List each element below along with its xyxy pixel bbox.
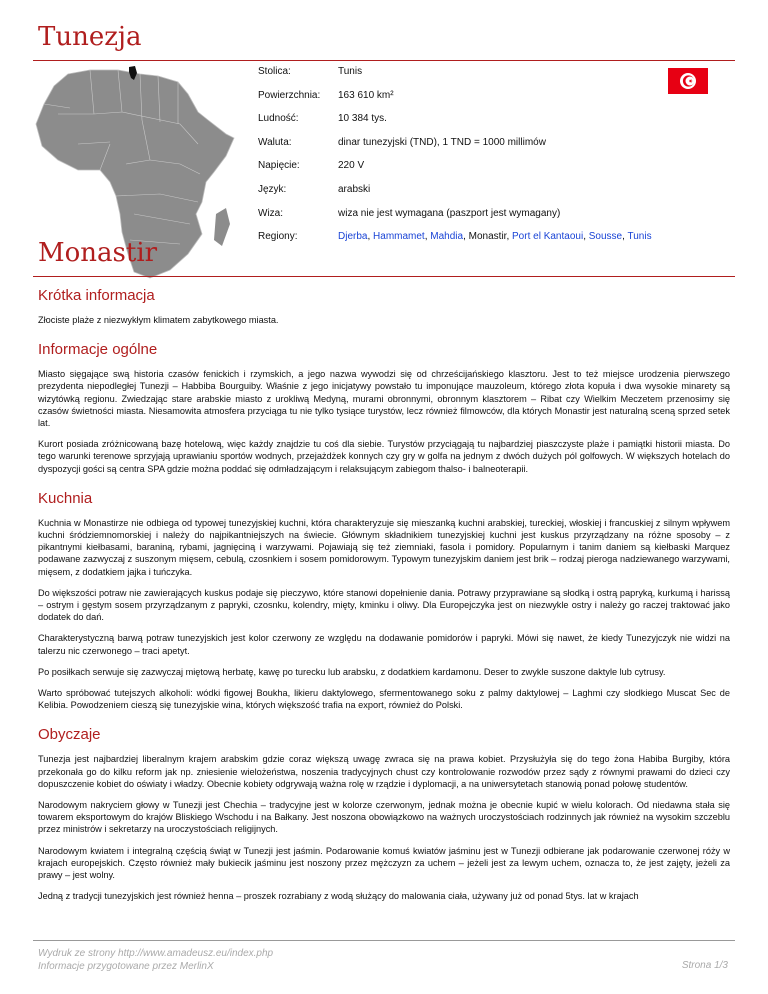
paragraph: Złociste plaże z niezwykłym klimatem zabytkowego miasta.: [38, 315, 279, 325]
page-number: Strona 1/3: [681, 960, 728, 971]
region-link-mahdia[interactable]: Mahdia: [430, 231, 464, 243]
section-general: [38, 340, 730, 475]
info-row: [258, 160, 698, 184]
info-key: Wiza:: [258, 207, 283, 219]
madagascar-shape: [214, 208, 230, 246]
paragraph: Po posiłkach serwuje się zazwyczaj miętową herbatę, kawę po turecku lub arabsku, z dodatkiem kardamonu. Deser to zwykle suszone daktyle lub cytrusy.: [38, 666, 666, 677]
info-row: [258, 184, 698, 208]
section-kitchen: [38, 489, 730, 712]
footer-divider: [33, 940, 735, 941]
paragraph: Narodowym kwiatem i integralną częścią świąt w Tunezji jest jaśmin. Podarowanie komuś kwiatów jaśminu jest w Tunezji odbierane jak podarowanie czerwonej róży w krajach europejskich. Często również mały bukiecik jaśminu jest noszony przez mężczyzn za uchem – jeżeli jest za lewym uchem, oznacza to, że jest zajęty, jeżeli za prawy – jest wolny.: [38, 845, 730, 881]
info-value: dinar tunezyjski (TND), 1 TND = 1000 millimów: [338, 136, 546, 148]
section-heading: Obyczaje: [38, 726, 101, 744]
info-value: Tunis: [338, 66, 363, 77]
paragraph: Charakterystyczną barwą potraw tunezyjskich jest kolor czerwony ze względu na dodawanie pomidorów i papryki. Mówi się nawet, że kiedy Tunezyjczyk nie widzi na talerzu nic czerwonego – traci apetyt.: [38, 633, 730, 656]
info-value: 220 V: [338, 160, 365, 172]
article-content: [38, 286, 730, 917]
country-title: Tunezja: [38, 22, 142, 52]
region-link-sousse[interactable]: Sousse: [588, 231, 623, 243]
region-link-tunis[interactable]: Tunis: [627, 231, 652, 243]
info-row: [258, 231, 698, 255]
paragraph: Miasto sięgające swą historia czasów fenickich i rzymskich, a jego nazwa wywodzi się od chrześcijańskiego klasztoru. Jest to też miejsce urodzenia pierwszego prezydenta niepodległej Tunezji – Habbiba Bourguiby. Właśnie z jego inicjatywy powstało tu imponujące mauzoleum, którego złota kopuła i dwa wysokie minarety są wizytówką regionu. Zwiedzając stare arabskie miasto z urokliwą Medyną, murami obronnymi, obronnym klasztorem – Ribat czy Wielkim Meczetem przenosimy się czasów świetności miasta. Niesamowita atmosfera przyciąga tu nie tylko tysiące turystów, lecz również filmowców, dla których Monastir jest naturalną sceną sprzed setek lat.: [38, 369, 730, 429]
paragraph: Kuchnia w Monastirze nie odbiega od typowej tunezyjskiej kuchni, która charakteryzuje się mieszanką kuchni arabskiej, tureckiej, włoskiej i francuskiej z silnym wpływem kuchni śródziemnomorskiej i należy do najpikantniejszych na świecie. Głównym składnikiem tunezyjskiej kuchni jest kuskus przyrządzany na różne sposoby – z pikantnymi kiełbasami, baraniną, rybami, jagnięciną i warzywami. Pojawiają się też ziemniaki, fasola i pomidory. Popularnym i tanim daniem są kiełbaski Marquez podawane zazwyczaj z suszonym mięsem, cebulą, czosnkiem i sosem pomidorowym. Typowym tunezyjskim daniem jest brik – rodzaj pieroga nadziewanego warzywami, mięsem, z dodatkiem jajka i tuńczyka.: [38, 517, 730, 577]
info-key: Waluta:: [258, 136, 292, 148]
footer-credit: Informacje przygotowane przez MerlinX: [38, 961, 214, 972]
info-value: arabski: [338, 183, 371, 195]
info-key: Język:: [258, 183, 287, 195]
city-title: Monastir: [38, 238, 158, 268]
info-row: [258, 90, 698, 114]
info-key: Stolica:: [258, 66, 291, 77]
paragraph: Narodowym nakryciem głowy w Tunezji jest Chechia – tradycyjne jest w kolorze czerwonym, jednak można je obecnie kupić w wielu kolorach. Od niedawna stała się towarem eksportowym do krajów Bliskiego Wschodu i na Bałkany. Jest noszona obowiązkowo na ważnych uroczystościach rodzinnych jak również na wysokim szczeblu przez ministrów i sekretarzy na uroczystościach religijnych.: [38, 800, 730, 835]
title-divider: [33, 60, 735, 61]
country-info-table: [258, 66, 698, 255]
section-brief: [38, 286, 730, 326]
region-link-djerba[interactable]: Djerba: [338, 231, 368, 243]
regions-list: Djerba, Hammamet, Mahdia, Monastir, Port el Kantaoui, Sousse, Tunis: [338, 231, 652, 243]
info-key: Napięcie:: [258, 160, 300, 172]
footer-url: Wydruk ze strony http://www.amadeusz.eu/index.php: [38, 948, 274, 959]
region-link-hammamet[interactable]: Hammamet: [373, 231, 425, 243]
paragraph: Jedną z tradycji tunezyjskich jest również henna – proszek rozrabiany z wodą służący do malowania ciała, używany już od ponad 5tys. lat w krajach: [38, 891, 639, 902]
paragraph: Do większości potraw nie zawierających kuskus podaje się pieczywo, które stanowi dopełnienie dania. Potrawy przyprawiane są słodką i ostrą papryką, kurkumą i harissą – ostrym i gęstym sosem przyrządzanym z papryki, czosnku, kolendry, mięty, kminku i oliwy. Dla Europejczyka jest on niezwykle ostry i należy go raczej traktować jako dodatek do dań.: [38, 587, 730, 623]
info-key: Regiony:: [258, 231, 298, 243]
info-value: wiza nie jest wymagana (paszport jest wymagany): [338, 207, 561, 219]
info-row: [258, 66, 698, 90]
paragraph: Kurort posiada zróżnicowaną bazę hotelową, więc każdy znajdzie tu coś dla siebie. Turystów przyciągają tu najbardziej piaszczyste plaże i pamiątki historii miasta. Do tego warunki terenowe sprzyjają uprawianiu sportów wodnych, przejażdżek konnych czy gry w golfa na jednym z dwóch dużych pól golfowych. W większych hotelach do dyspozycji gości są centra SPA gdzie można poddać się odmładzającym i relaksującym zabiegom thalso- i balneoterapii.: [38, 439, 730, 474]
city-divider: [33, 276, 735, 277]
tunisia-flag: [668, 68, 708, 94]
section-heading: Informacje ogólne: [38, 341, 158, 359]
paragraph: Warto spróbować tutejszych alkoholi: wódki figowej Boukha, likieru daktylowego, sfermentowanego soku z palmy daktylowej – Laghmi czy słodkiego Muscat Sec de Kelibia. Powodzeniem cieszą się tunezyjskie wina, których większość trafia na export, również do Polski.: [38, 688, 730, 711]
section-heading: Kuchnia: [38, 489, 93, 507]
info-row: [258, 113, 698, 137]
region-current-monastir: Monastir: [468, 231, 507, 243]
region-link-port-el-kantaoui[interactable]: Port el Kantaoui: [512, 231, 584, 243]
info-value: 163 610 km²: [338, 89, 394, 101]
flag-emblem-icon: [668, 68, 708, 94]
info-value: 10 384 tys.: [338, 113, 387, 125]
info-row: [258, 208, 698, 232]
info-row: [258, 137, 698, 161]
section-heading: Krótka informacja: [38, 287, 155, 304]
info-key: Powierzchnia:: [258, 89, 321, 101]
info-key: Ludność:: [258, 113, 299, 125]
footer-source: [38, 947, 273, 973]
section-customs: [38, 725, 730, 902]
paragraph: Tunezja jest najbardziej liberalnym krajem arabskim gdzie coraz większą uwagę zwraca się na prawa kobiet. Przysłużyła się do tego żona Habiba Burgiby, która przekonała go do kilku reform jak np. zniesienie wielożeństwa, noszenia tradycyjnych chust czy kontrolowanie rozwodów przez sądy z równymi prawami do dzieci czy dopuszczenie kobiet do oświaty i władzy. Obecnie kobiety odgrywają ważna rolę w rządzie i dyplomacji, a na uniwersytetach stanowią ponad połowę studentów.: [38, 754, 730, 789]
